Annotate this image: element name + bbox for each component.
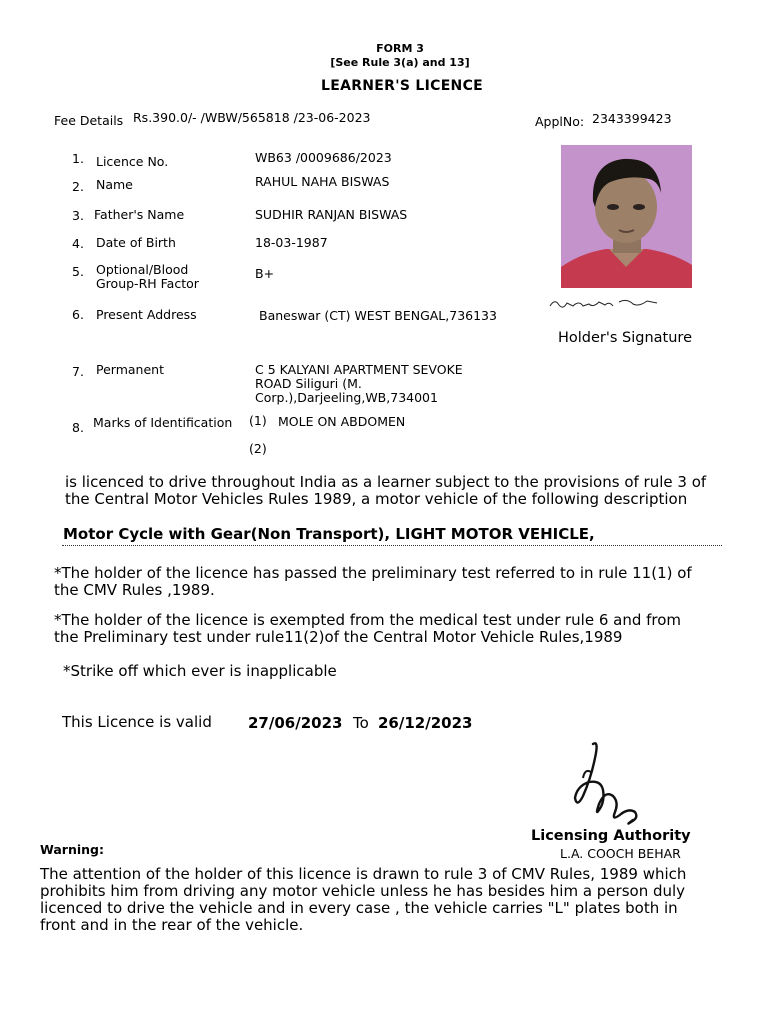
rule-reference: [See Rule 3(a) and 13]	[330, 56, 470, 69]
dob-label: Date of Birth	[96, 235, 176, 250]
preliminary-test-line2: the CMV Rules ,1989.	[54, 581, 215, 599]
valid-to-date: 26/12/2023	[378, 714, 473, 732]
authority-signature-image	[565, 738, 650, 834]
licensing-authority-office: L.A. COOCH BEHAR	[560, 846, 681, 861]
holder-portrait-image	[561, 145, 692, 288]
fee-details-value: Rs.390.0/- /WBW/565818 /23-06-2023	[133, 110, 371, 125]
fathers-name-value: SUDHIR RANJAN BISWAS	[255, 207, 408, 222]
permanent-address-line3: Corp.),Darjeeling,WB,734001	[255, 390, 438, 405]
warning-label: Warning:	[40, 842, 104, 857]
present-address-label: Present Address	[96, 307, 197, 322]
licence-no-value: WB63 /0009686/2023	[255, 150, 392, 165]
preliminary-test-line1: *The holder of the licence has passed the preliminary test referred to in rule 11(1) of	[54, 564, 692, 582]
blood-group-label-line1: Optional/Blood	[96, 262, 189, 277]
licenced-text-line2: the Central Motor Vehicles Rules 1989, a motor vehicle of the following description	[65, 490, 688, 508]
field-number: 1.	[72, 151, 84, 166]
field-number: 2.	[72, 179, 84, 194]
holder-photo	[561, 145, 692, 288]
name-label: Name	[96, 177, 133, 192]
warning-text-line1: The attention of the holder of this licence is drawn to rule 3 of CMV Rules, 1989 which	[40, 865, 687, 883]
licence-no-label: Licence No.	[96, 154, 169, 169]
mark-1-number: (1)	[249, 413, 267, 428]
fathers-name-label: Father's Name	[94, 207, 185, 222]
dob-value: 18-03-1987	[255, 235, 328, 250]
permanent-address-line2: ROAD Siliguri (M.	[255, 376, 362, 391]
marks-identification-label: Marks of Identification	[93, 415, 233, 430]
valid-to-label: To	[353, 714, 369, 732]
permanent-address-line1: C 5 KALYANI APARTMENT SEVOKE	[255, 362, 463, 377]
field-number: 5.	[72, 264, 84, 279]
mark-2-number: (2)	[249, 441, 267, 456]
mark-1-value: MOLE ON ABDOMEN	[278, 414, 406, 429]
strike-note: *Strike off which ever is inapplicable	[63, 662, 337, 680]
warning-text-line4: front and in the rear of the vehicle.	[40, 916, 304, 934]
blood-group-value: B+	[255, 266, 275, 281]
licenced-text-line1: is licenced to drive throughout India as a learner subject to the provisions of rule 3 of	[65, 473, 707, 491]
document-title: LEARNER'S LICENCE	[320, 78, 484, 94]
field-number: 8.	[72, 420, 84, 435]
warning-text-line3: licenced to drive the vehicle and in every case , the vehicle carries "L" plates both in	[40, 899, 678, 917]
permanent-address-label: Permanent	[96, 362, 164, 377]
blood-group-label-line2: Group-RH Factor	[96, 276, 199, 291]
field-number: 6.	[72, 307, 84, 322]
holder-signature-label: Holder's Signature	[558, 330, 692, 346]
present-address-value: Baneswar (CT) WEST BENGAL,736133	[259, 308, 497, 323]
appl-no-label: ApplNo:	[535, 114, 585, 129]
form-number: FORM 3	[376, 42, 424, 55]
licensing-authority-title: Licensing Authority	[531, 828, 691, 844]
dotted-divider	[62, 545, 722, 546]
appl-no-value: 2343399423	[592, 111, 672, 126]
field-number: 4.	[72, 236, 84, 251]
field-number: 3.	[72, 208, 84, 223]
holder-signature-image	[547, 292, 662, 318]
fee-details-label: Fee Details	[54, 113, 124, 128]
exemption-line2: the Preliminary test under rule11(2)of the Central Motor Vehicle Rules,1989	[54, 628, 623, 646]
valid-from-date: 27/06/2023	[248, 714, 343, 732]
field-number: 7.	[72, 364, 84, 379]
warning-text-line2: prohibits him from driving any motor vehicle unless he has besides him a person duly	[40, 882, 686, 900]
exemption-line1: *The holder of the licence is exempted from the medical test under rule 6 and from	[54, 611, 682, 629]
name-value: RAHUL NAHA BISWAS	[255, 174, 390, 189]
validity-label: This Licence is valid	[62, 713, 212, 731]
vehicle-class: Motor Cycle with Gear(Non Transport), LIGHT MOTOR VEHICLE,	[63, 525, 595, 543]
